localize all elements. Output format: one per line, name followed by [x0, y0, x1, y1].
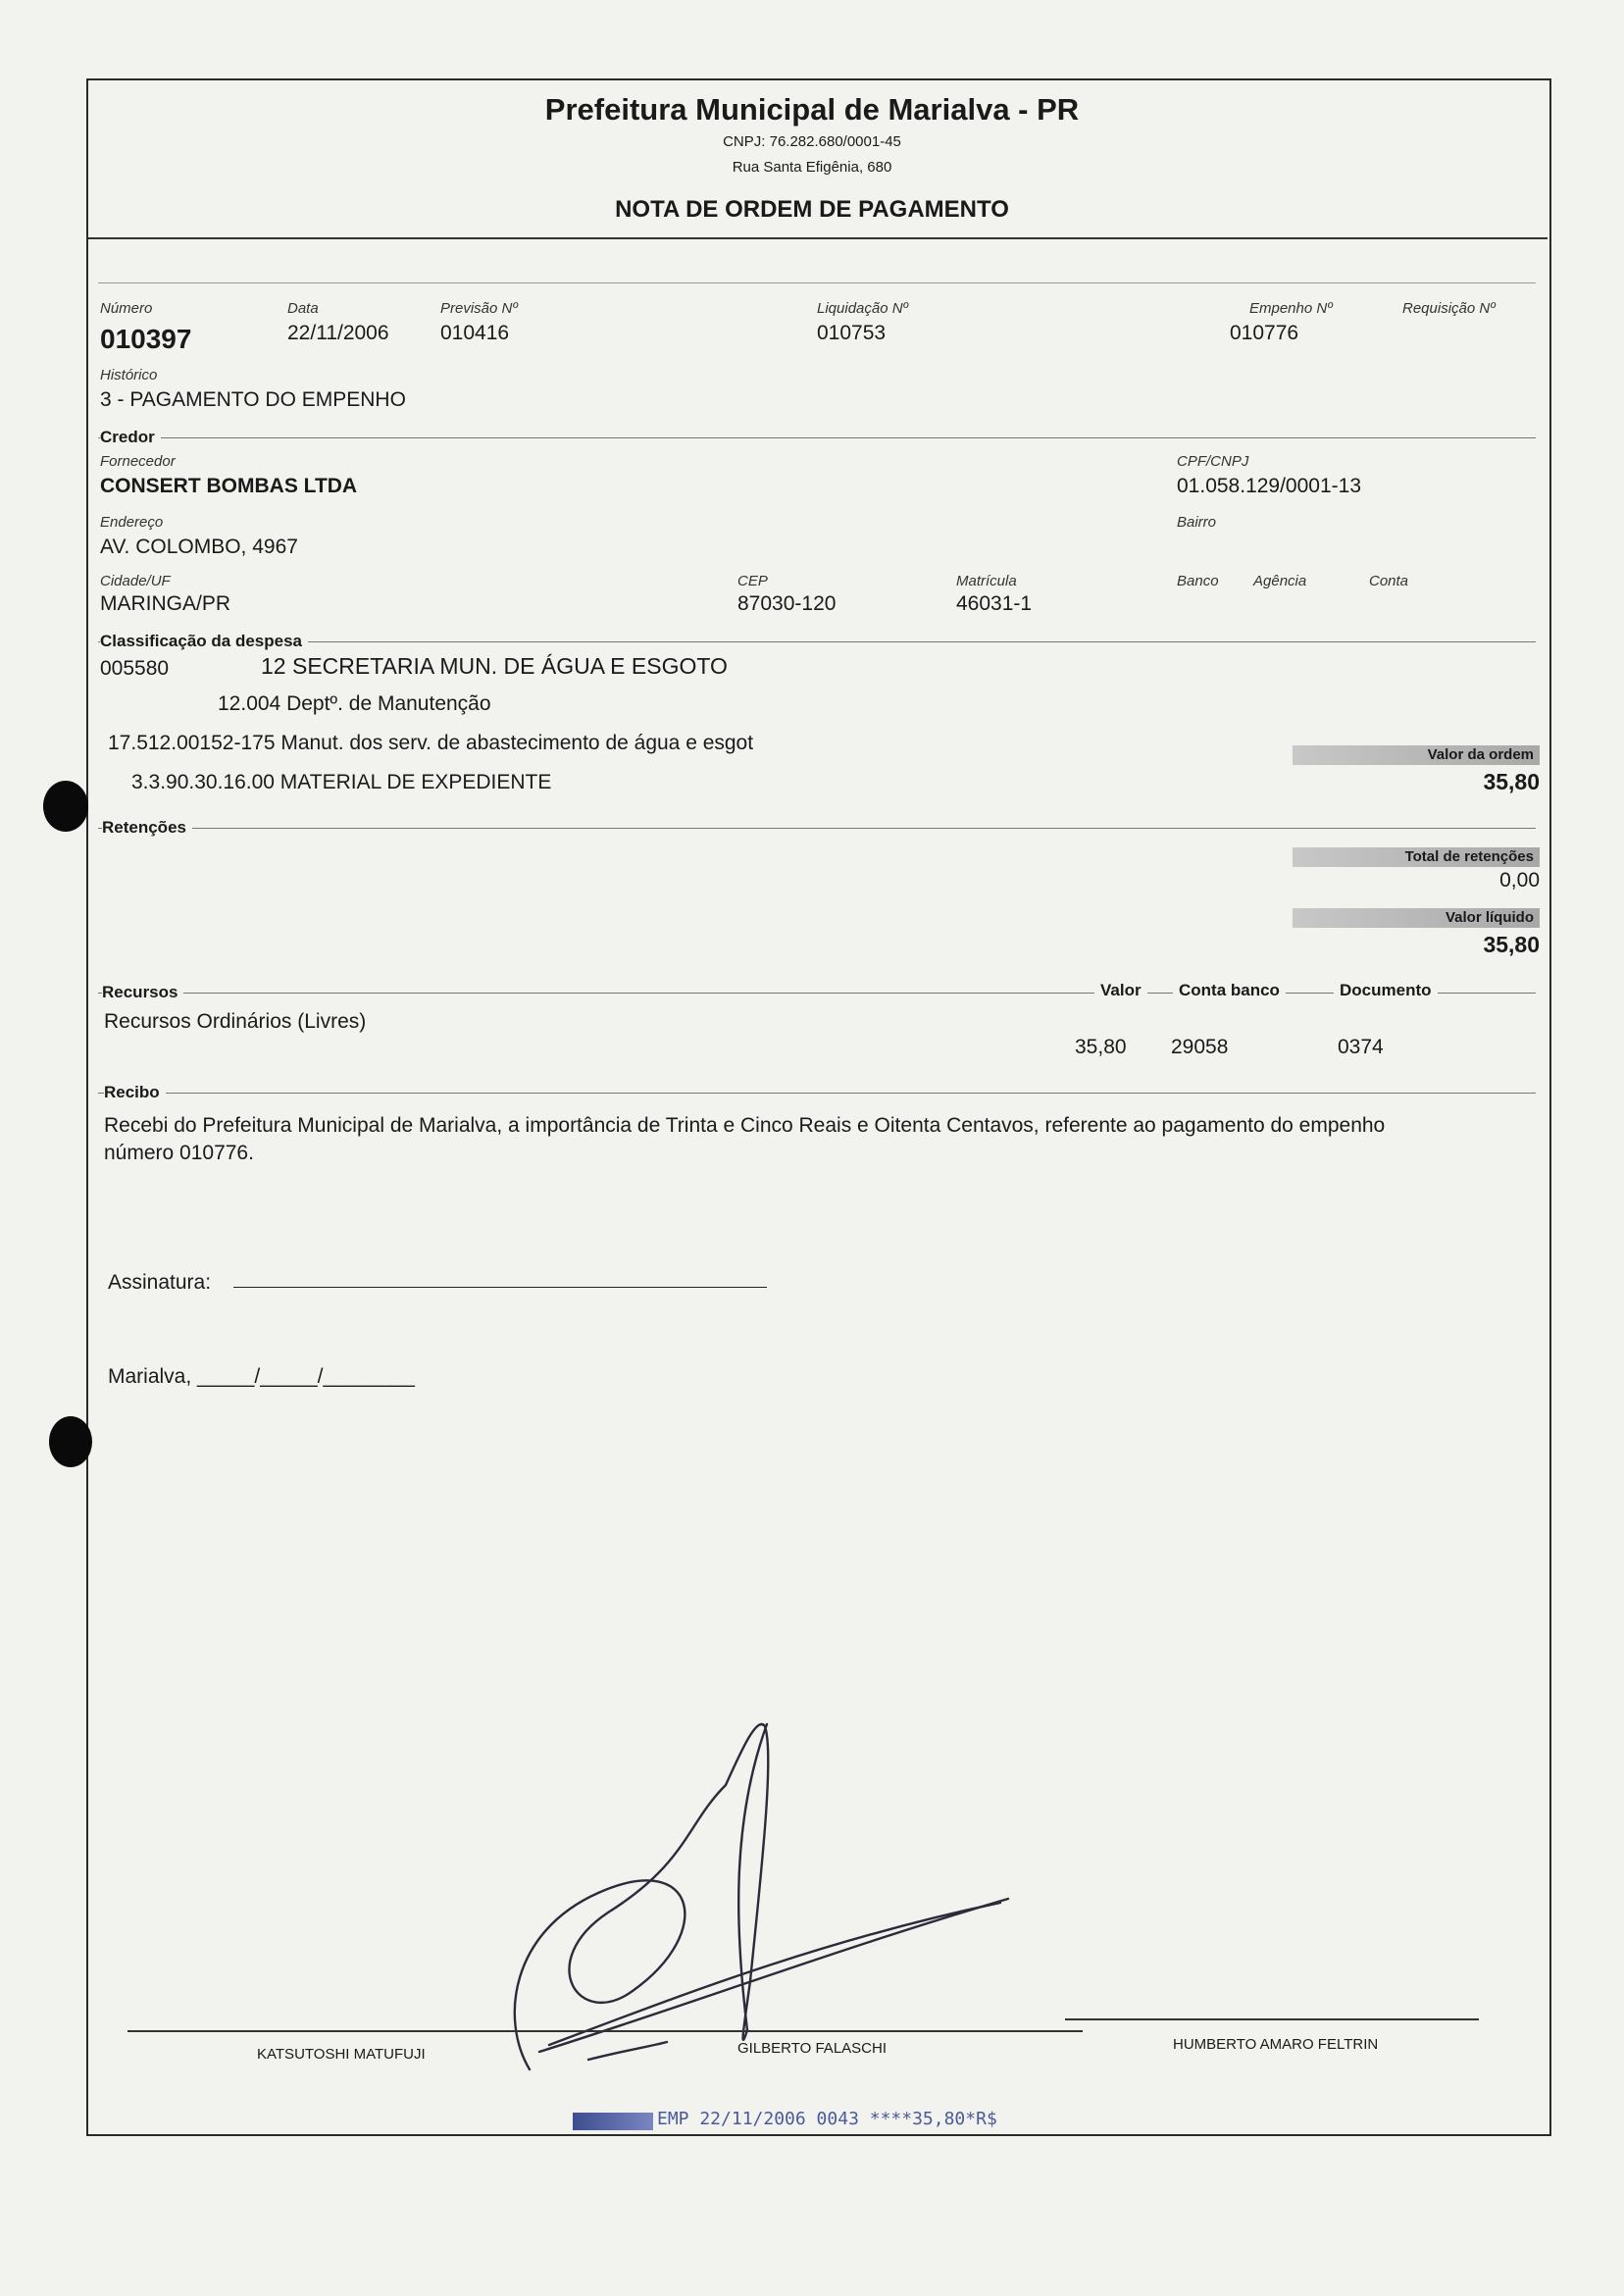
- recibo-text-line1: Recebi do Prefeitura Municipal de Marialva, a importância de Trinta e Cinco Reais e Oitenta Centavos, referente ao pagamento do empenho: [104, 1114, 1386, 1137]
- cidade-uf-value: MARINGA/PR: [100, 592, 231, 615]
- signatory-3: HUMBERTO AMARO FELTRIN: [1173, 2036, 1379, 2053]
- agencia-label: Agência: [1253, 573, 1307, 589]
- classificacao-heading: Classificação da despesa: [100, 632, 308, 651]
- numero-value: 010397: [100, 324, 192, 354]
- previsao-value: 010416: [440, 322, 510, 344]
- documento-heading: Documento: [1334, 981, 1438, 1000]
- signatory-2: GILBERTO FALASCHI: [737, 2040, 887, 2057]
- signature-line-left: [127, 2030, 1083, 2032]
- recibo-line: [98, 1093, 1536, 1094]
- cpf-cnpj-value: 01.058.129/0001-13: [1177, 475, 1362, 497]
- local-data-field: Marialva, _____/_____/________: [108, 1365, 415, 1388]
- secretaria-text: 12 SECRETARIA MUN. DE ÁGUA E ESGOTO: [261, 653, 728, 679]
- signature-line-right: [1065, 2018, 1479, 2020]
- numero-label: Número: [100, 300, 153, 317]
- punch-hole-top: [43, 781, 88, 832]
- total-retencoes-value: 0,00: [1499, 869, 1540, 892]
- fornecedor-label: Fornecedor: [100, 453, 176, 470]
- historico-value: 3 - PAGAMENTO DO EMPENHO: [100, 388, 406, 411]
- departamento-text: 12.004 Deptº. de Manutenção: [218, 692, 491, 715]
- classificacao-codigo: 005580: [100, 657, 170, 680]
- credor-line: [98, 437, 1536, 438]
- recursos-conta-banco: 29058: [1171, 1036, 1229, 1058]
- data-value: 22/11/2006: [287, 322, 389, 344]
- valor-ordem-label: Valor da ordem: [1427, 746, 1534, 763]
- previsao-label: Previsão Nº: [440, 300, 518, 317]
- elemento-text: 3.3.90.30.16.00 MATERIAL DE EXPEDIENTE: [131, 771, 552, 793]
- municipality-title: Prefeitura Municipal de Marialva - PR: [544, 92, 1080, 127]
- recibo-text-line2: número 010776.: [104, 1142, 254, 1164]
- total-retencoes-label: Total de retenções: [1404, 848, 1534, 865]
- assinatura-label: Assinatura:: [108, 1271, 212, 1294]
- conta-label: Conta: [1369, 573, 1409, 589]
- recursos-descricao: Recursos Ordinários (Livres): [104, 1010, 367, 1033]
- punch-hole-bottom: [49, 1416, 92, 1467]
- credor-heading: Credor: [100, 428, 161, 447]
- address-text: Rua Santa Efigênia, 680: [732, 159, 892, 176]
- conta-banco-heading: Conta banco: [1173, 981, 1286, 1000]
- recursos-heading: Recursos: [102, 983, 183, 1002]
- retencoes-line: [98, 828, 1536, 829]
- endereco-value: AV. COLOMBO, 4967: [100, 536, 298, 558]
- empenho-value: 010776: [1230, 322, 1299, 344]
- liquidacao-value: 010753: [817, 322, 887, 344]
- liquidacao-label: Liquidação Nº: [817, 300, 909, 317]
- valor-heading: Valor: [1094, 981, 1147, 1000]
- recursos-documento: 0374: [1338, 1036, 1384, 1058]
- cep-label: CEP: [737, 573, 768, 589]
- cidade-uf-label: Cidade/UF: [100, 573, 171, 589]
- cnpj-text: CNPJ: 76.282.680/0001-45: [723, 133, 901, 150]
- valor-ordem-header: [1293, 745, 1540, 765]
- handwritten-signature: [490, 1707, 1040, 2079]
- programa-text: 17.512.00152-175 Manut. dos serv. de abastecimento de água e esgot: [108, 732, 754, 754]
- recursos-line: [98, 993, 1536, 994]
- signatory-1: KATSUTOSHI MATUFUJI: [257, 2046, 426, 2063]
- bairro-label: Bairro: [1177, 514, 1217, 531]
- recibo-heading: Recibo: [104, 1083, 166, 1102]
- valor-ordem-value: 35,80: [1483, 769, 1540, 794]
- valor-liquido-value: 35,80: [1483, 932, 1540, 957]
- document-title: NOTA DE ORDEM DE PAGAMENTO: [615, 196, 1009, 223]
- matricula-label: Matrícula: [956, 573, 1017, 589]
- valor-liquido-header: [1293, 908, 1540, 928]
- assinatura-line: [233, 1287, 767, 1288]
- banco-label: Banco: [1177, 573, 1219, 589]
- fornecedor-value: CONSERT BOMBAS LTDA: [100, 475, 358, 497]
- cep-value: 87030-120: [737, 592, 837, 615]
- total-retencoes-header: [1293, 847, 1540, 867]
- empenho-label: Empenho Nº: [1249, 300, 1333, 317]
- matricula-value: 46031-1: [956, 592, 1033, 615]
- historico-label: Histórico: [100, 367, 158, 383]
- stamp-logo: [573, 2113, 653, 2130]
- header-divider-thin: [98, 282, 1536, 283]
- valor-liquido-label: Valor líquido: [1445, 909, 1534, 926]
- bank-stamp: EMP 22/11/2006 0043 ****35,80*R$: [657, 2109, 997, 2129]
- header-divider: [88, 237, 1548, 239]
- recursos-valor: 35,80: [1075, 1036, 1127, 1058]
- requisicao-label: Requisição Nº: [1402, 300, 1496, 317]
- cpf-cnpj-label: CPF/CNPJ: [1177, 453, 1249, 470]
- data-label: Data: [287, 300, 319, 317]
- classificacao-line: [98, 641, 1536, 642]
- endereco-label: Endereço: [100, 514, 164, 531]
- retencoes-heading: Retenções: [102, 818, 192, 838]
